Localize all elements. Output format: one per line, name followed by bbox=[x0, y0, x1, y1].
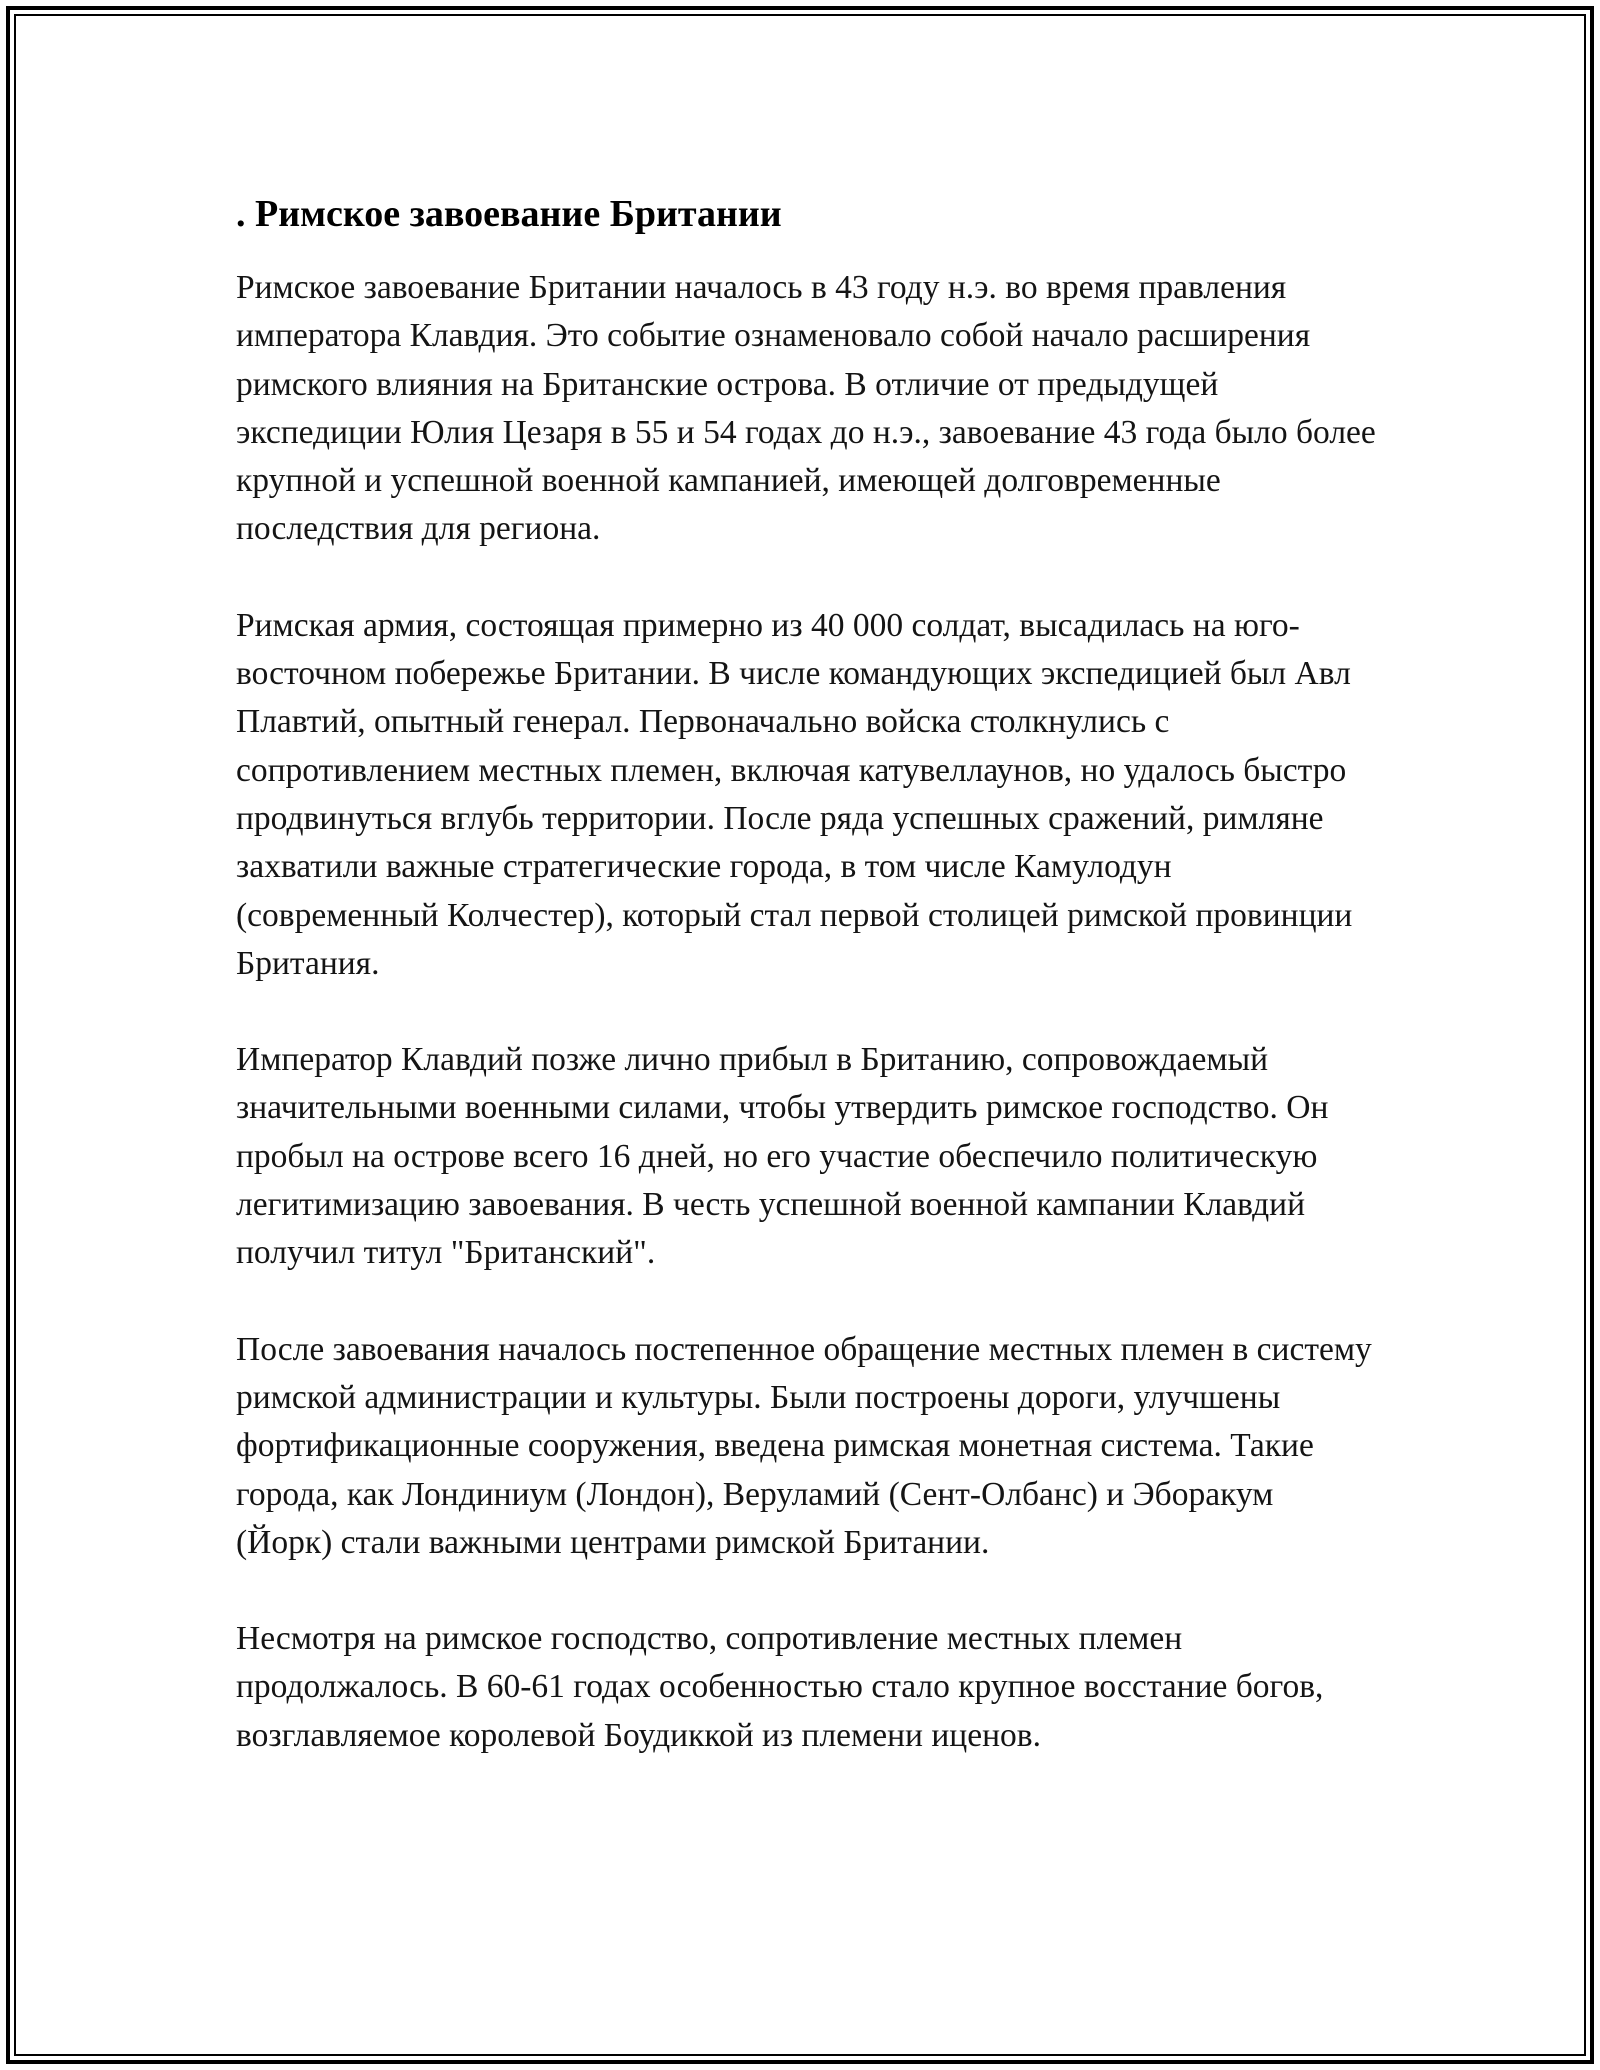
paragraph-4: После завоевания началось постепенное обращение местных племен в систему римской администрации и культуры. Были построены дороги, улучшены фортификационные сооружения, введена римская монетная система. Такие города, как Лондиниум (Лондон), Веруламий (Сент-Олбанс) и Эборакум (Йорк) стали важными центрами римской Британии. bbox=[236, 1330, 1372, 1561]
paragraph-2: Римская армия, состоящая примерно из 40 000 солдат, высадилась на юго-восточном побережье Британии. В числе командующих экспедицией был Авл Плавтий, опытный генерал. Первоначально войска столкнулись с сопротивлением местных племен, включая катувеллаунов, но удалось быстро продвинуться вглубь территории. После ряда успешных сражений, римляне захватили важные стратегические города, в том числе Камулодун (современный Колчестер), который стал первой столицей римской провинции Британия. bbox=[236, 606, 1353, 982]
document-body bbox=[236, 186, 1376, 1760]
paragraph-1: Римское завоевание Британии началось в 43 году н.э. во время правления императора Клавдия. Это событие ознаменовало собой начало расширения римского влияния на Британские острова. В отличие от предыдущей экспедиции Юлия Цезаря в 55 и 54 годах до н.э., завоевание 43 года было более крупной и успешной военной кампанией, имеющей долговременные последствия для региона. bbox=[236, 269, 1376, 548]
paragraph-5: Несмотря на римское господство, сопротивление местных племен продолжалось. В 60-61 годах особенностью стало крупное восстание богов, возглавляемое королевой Боудиккой из племени иценов. bbox=[236, 1620, 1324, 1754]
document-title: . Римское завоевание Британии bbox=[236, 193, 782, 235]
paragraph-3: Император Клавдий позже лично прибыл в Британию, сопровождаемый значительными военными силами, чтобы утвердить римское господство. Он пробыл на острове всего 16 дней, но его участие обеспечило политическую легитимизацию завоевания. В честь успешной военной кампании Клавдий получил титул "Британский". bbox=[236, 1041, 1329, 1272]
